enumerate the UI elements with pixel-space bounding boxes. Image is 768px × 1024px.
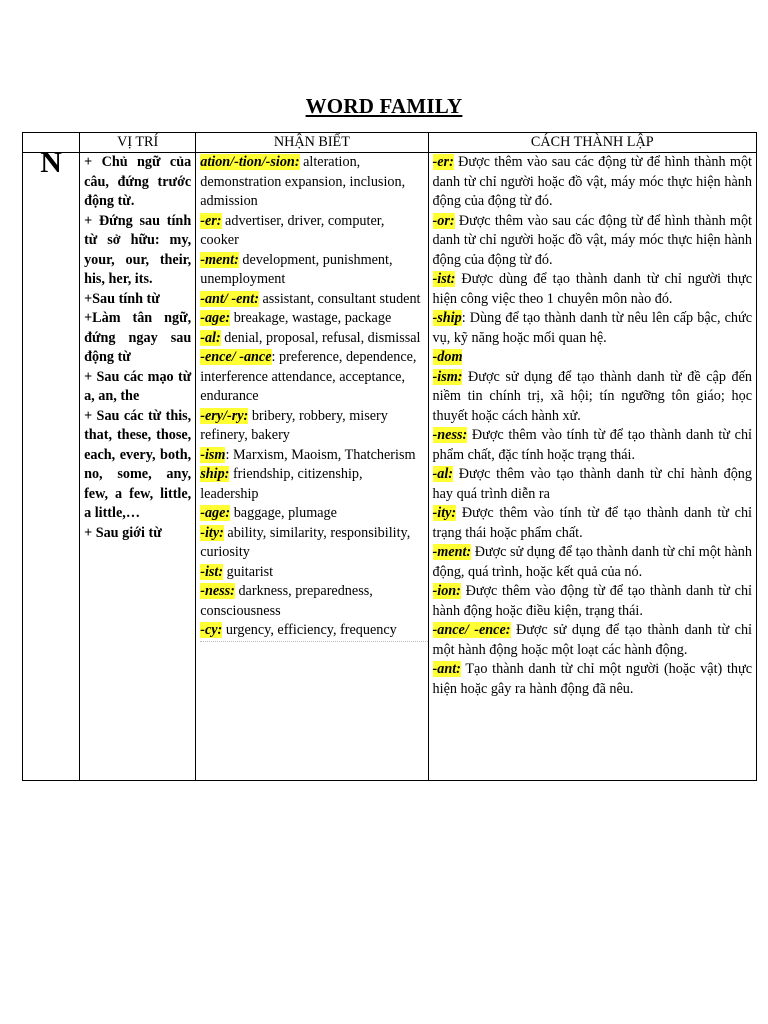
nhan-biet-entry <box>200 621 427 642</box>
vi-tri-item: +Sau tính từ <box>84 290 160 307</box>
cach-thanh-lap-entry <box>433 582 752 621</box>
suffix-highlight: ation/-tion/-sion: <box>200 154 300 170</box>
suffix-highlight: -ment: <box>200 251 239 268</box>
suffix-examples: : Marxism, Maoism, Thatcherism <box>225 446 416 463</box>
word-family-table <box>22 132 757 781</box>
suffix-highlight: -ment: <box>432 544 472 560</box>
suffix-examples: bribery, robbery, misery refinery, bakery <box>200 407 388 443</box>
suffix-description: Được thêm vào tạo thành danh từ chỉ hành động hay quá trình diễn ra <box>432 466 752 502</box>
page-title: WORD FAMILY <box>305 94 463 118</box>
suffix-highlight: -ness: <box>200 583 235 599</box>
suffix-highlight: -age: <box>200 505 231 521</box>
nhan-biet-entry <box>200 348 423 407</box>
suffix-examples: development, punishment, unemployment <box>200 251 393 287</box>
noun-row <box>23 153 757 781</box>
suffix-examples: denial, proposal, refusal, dismissal <box>220 329 421 346</box>
header-vi-tri: VỊ TRÍ <box>80 133 196 153</box>
suffix-highlight: -cy: <box>200 622 223 638</box>
suffix-description: Được dùng để tạo thành danh từ chỉ người thực hiện công việc theo 1 chuyên môn nào đó. <box>432 271 752 307</box>
vi-tri-cell <box>80 153 196 781</box>
cach-thanh-lap-entry <box>433 660 752 699</box>
suffix-description: Được thêm vào động từ để tạo thành danh từ chỉ hành động hoặc điều kiện, trạng thái. <box>432 583 752 619</box>
nhan-biet-entry <box>200 563 423 583</box>
nhan-biet-entry <box>200 212 423 251</box>
suffix-highlight: -ness: <box>432 427 468 443</box>
nhan-biet-entry <box>200 446 423 466</box>
suffix-description: : Dùng để tạo thành danh từ nêu lên cấp bậc, chức vụ, kỹ năng hoặc mối quan hệ. <box>432 310 752 346</box>
nhan-biet-entry <box>200 524 423 563</box>
header-nhan-biet: NHẬN BIẾT <box>196 133 428 153</box>
suffix-examples: alteration, demonstration expansion, inclusion, admission <box>200 154 406 209</box>
cach-thanh-lap-cell <box>428 153 756 781</box>
suffix-highlight: ship: <box>200 466 230 482</box>
suffix-description: Tạo thành danh từ chỉ một người (hoặc vật) thực hiện hoặc gây ra hành động đã nêu. <box>432 661 752 697</box>
suffix-highlight: -al: <box>432 466 454 482</box>
suffix-highlight: -er: <box>432 154 454 170</box>
vi-tri-item: + Đứng sau tính từ sở hữu: my, your, our, their, his, her, its. <box>84 212 192 287</box>
nhan-biet-entry <box>200 251 423 290</box>
cach-thanh-lap-entry <box>433 212 752 271</box>
suffix-highlight: -age: <box>200 310 231 326</box>
nhan-biet-entry <box>200 153 423 212</box>
suffix-highlight: -ance/ -ence: <box>432 622 511 638</box>
suffix-highlight: -ant/ -ent: <box>200 290 259 307</box>
nhan-biet-entry <box>200 329 423 349</box>
suffix-description: Được thêm vào tính từ để tạo thành danh từ chỉ phẩm chất, đặc tính hoặc trạng thái. <box>432 427 752 463</box>
suffix-highlight: -er: <box>200 212 222 229</box>
suffix-examples: baggage, plumage <box>230 505 337 521</box>
vi-tri-item: + Sau các mạo từ a, an, the <box>84 368 192 404</box>
suffix-examples: urgency, efficiency, frequency <box>222 622 397 638</box>
suffix-examples: : preference, dependence, interference attendance, acceptance, endurance <box>200 349 417 404</box>
part-of-speech-label: N <box>23 153 80 781</box>
suffix-highlight: -ism <box>200 446 226 463</box>
cach-thanh-lap-entry <box>433 368 752 427</box>
cach-thanh-lap-entry <box>433 543 752 582</box>
suffix-examples: friendship, citizenship, leadership <box>200 466 363 502</box>
suffix-description: Được sử dụng để tạo thành danh từ chỉ một hành động hoặc một loạt các hành động. <box>432 622 752 658</box>
nhan-biet-entry <box>200 465 423 504</box>
header-row <box>23 133 757 153</box>
suffix-highlight: -ship <box>432 310 462 326</box>
suffix-highlight: -al: <box>200 329 221 346</box>
suffix-examples: darkness, preparedness, consciousness <box>200 583 373 619</box>
suffix-highlight: -ist: <box>200 563 224 580</box>
suffix-highlight: -ism: <box>432 368 463 385</box>
cach-thanh-lap-entry <box>433 426 752 465</box>
suffix-examples: breakage, wastage, package <box>230 310 392 326</box>
nhan-biet-cell <box>196 153 428 781</box>
suffix-highlight: -dom <box>432 349 463 365</box>
suffix-highlight: -ity: <box>432 505 457 521</box>
cach-thanh-lap-entry <box>433 348 752 368</box>
vi-tri-item: + Sau các từ this, that, these, those, each, every, both, no, some, any, few, a few, little, a little,… <box>84 407 192 521</box>
suffix-highlight: -ist: <box>432 271 456 287</box>
suffix-examples: ability, similarity, responsibility, curiosity <box>200 524 411 560</box>
nhan-biet-entry <box>200 582 423 621</box>
vi-tri-item: + Chủ ngữ của câu, đứng trước động từ. <box>84 154 192 209</box>
suffix-description: Được thêm vào tính từ để tạo thành danh từ chỉ trạng thái hoặc phẩm chất. <box>432 505 752 541</box>
suffix-highlight: -ion: <box>432 583 461 599</box>
vi-tri-item: +Làm tân ngữ, đứng ngay sau động từ <box>84 310 192 365</box>
suffix-highlight: -ity: <box>200 524 224 541</box>
suffix-examples: advertiser, driver, computer, cooker <box>200 212 385 248</box>
suffix-examples: assistant, consultant student <box>258 290 421 307</box>
nhan-biet-entry <box>200 309 423 329</box>
cach-thanh-lap-entry <box>433 621 752 660</box>
suffix-examples: guitarist <box>223 563 274 580</box>
suffix-highlight: -or: <box>432 212 455 229</box>
vi-tri-item: + Sau giới từ <box>84 524 162 541</box>
cach-thanh-lap-entry <box>433 504 752 543</box>
suffix-description: Được thêm vào sau các động từ để hình thành một danh từ chỉ người hoặc đồ vật, máy móc thực hiện hành động của động từ đó. <box>432 154 752 209</box>
suffix-highlight: -ery/-ry: <box>200 407 249 424</box>
suffix-description: Được sử dụng để tạo thành danh từ đề cập đến niềm tin chính trị, xã hội; tín ngưỡng tôn giáo; học thuyết hoặc cách hành xử. <box>432 368 752 424</box>
cach-thanh-lap-entry <box>433 465 752 504</box>
cach-thanh-lap-entry <box>433 309 752 348</box>
suffix-highlight: -ant: <box>432 661 461 677</box>
nhan-biet-entry <box>200 407 423 446</box>
suffix-description: Được sử dụng để tạo thành danh từ chỉ một hành động, quá trình, hoặc kết quả của nó. <box>432 544 752 580</box>
header-cach-thanh-lap: CÁCH THÀNH LẬP <box>428 133 756 153</box>
suffix-description: Được thêm vào sau các động từ để hình thành một danh từ chỉ người hoặc đồ vật, máy móc thực hiện hành động của động từ đó. <box>432 212 752 268</box>
suffix-highlight: -ence/ -ance <box>200 349 272 365</box>
nhan-biet-entry <box>200 504 423 524</box>
cach-thanh-lap-entry <box>433 153 752 212</box>
cach-thanh-lap-entry <box>433 270 752 309</box>
nhan-biet-entry <box>200 290 423 310</box>
